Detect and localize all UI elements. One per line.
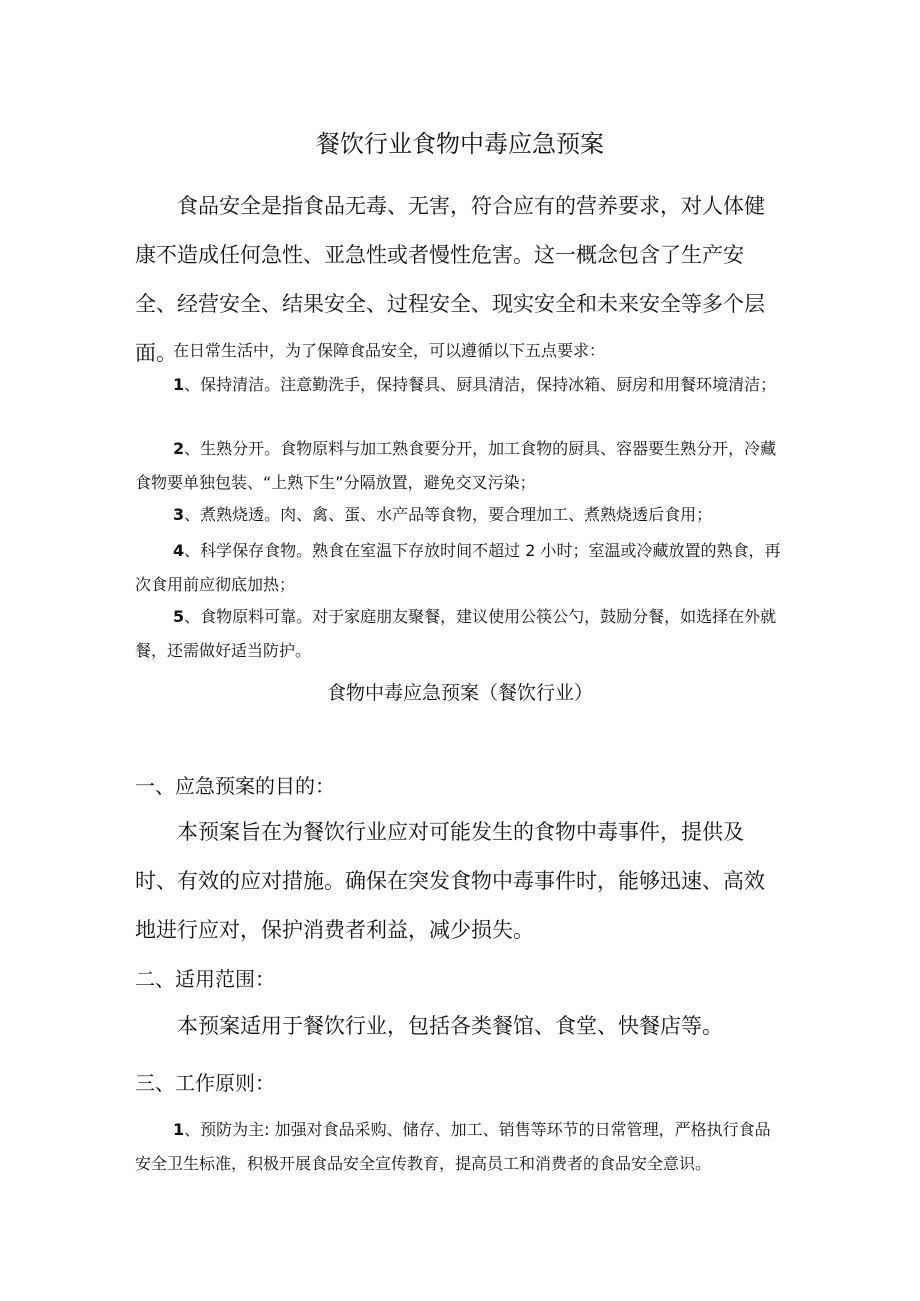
requirement-item-4 xyxy=(135,534,785,602)
section-heading-purpose: 一、应急预案的目的： xyxy=(135,774,335,798)
requirement-text: 、生熟分开。食物原料与加工熟食要分开，加工食物的厨具、容器要生熟分开，冷藏食物要单独包装、“上熟下生”分隔放置，避免交叉污染； xyxy=(135,439,777,492)
requirement-item-5 xyxy=(135,600,785,668)
requirement-text: 、煮熟烧透。肉、禽、蛋、水产品等食物，要合理加工、煮熟烧透后食用； xyxy=(184,505,713,524)
requirement-number: 1 xyxy=(173,375,185,394)
requirement-number: 4 xyxy=(173,541,185,560)
section-heading-principles: 三、工作原则： xyxy=(135,1071,275,1095)
requirement-item-3 xyxy=(135,498,785,532)
intro-paragraph: 食品安全是指食品无毒、无害，符合应有的营养要求，对人体健康不造成任何急性、亚急性或者慢性危害。这一概念包含了生产安全、经营安全、结果安全、过程安全、现实安全和未来安全等多个层面。 xyxy=(135,194,765,365)
requirement-text: 、科学保存食物。熟食在室温下存放时间不超过 2 小时；室温或冷藏放置的熟食，再次食用前应彻底加热； xyxy=(135,541,781,594)
requirement-text: 、食物原料可靠。对于家庭朋友聚餐，建议使用公筷公勺，鼓励分餐，如选择在外就餐，还需做好适当防护。 xyxy=(135,607,777,660)
section-body-purpose: 本预案旨在为餐饮行业应对可能发生的食物中毒事件，提供及时、有效的应对措施。确保在突发食物中毒事件时，能够迅速、高效地进行应对，保护消费者利益，减少损失。 xyxy=(135,820,765,942)
requirement-text: 、保持清洁。注意勤洗手，保持餐具、厨具清洁，保持冰箱、厨房和用餐环境清洁； xyxy=(184,375,777,394)
principle-number: 1 xyxy=(173,1120,185,1139)
requirement-number: 2 xyxy=(173,439,185,458)
principle-text: 、预防为主: 加强对食品采购、储存、加工、销售等环节的日常管理，严格执行食品安全卫生标准，积极开展食品安全宣传教育，提高员工和消费者的食品安全意识。 xyxy=(135,1120,771,1173)
requirement-item-1 xyxy=(135,368,785,402)
requirement-number: 5 xyxy=(173,607,185,626)
document-title: 餐饮行业食物中毒应急预案 xyxy=(316,130,604,158)
section-heading-scope: 二、适用范围： xyxy=(135,967,275,991)
document-subtitle: 食物中毒应急预案（餐饮行业） xyxy=(326,682,593,704)
requirement-number: 3 xyxy=(173,505,185,524)
section-body-scope: 本预案适用于餐饮行业，包括各类餐馆、食堂、快餐店等。 xyxy=(177,1014,723,1038)
principle-item-1 xyxy=(135,1113,785,1181)
requirement-item-2 xyxy=(135,432,785,500)
requirements-lead: 在日常生活中，为了保障食品安全，可以遵循以下五点要求： xyxy=(173,341,606,360)
